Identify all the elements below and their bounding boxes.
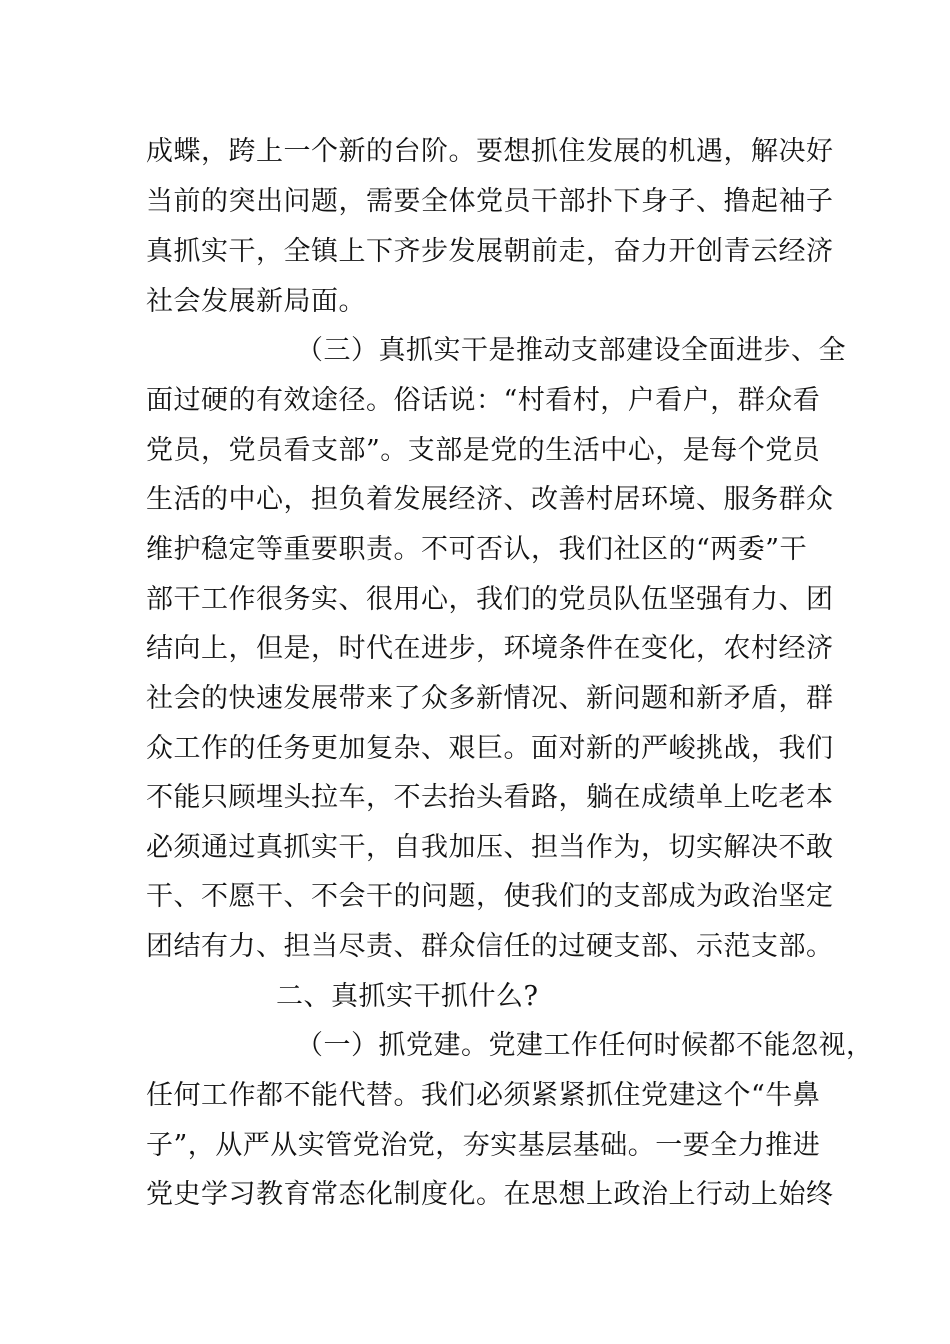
text-line: 真抓实干，全镇上下齐步发展朝前走，奋力开创青云经济 [146,236,834,267]
text-line: 众工作的任务更加复杂、艰巨。面对新的严峻挑战，我们 [146,733,834,764]
text-line: 任何工作都不能代替。我们必须紧紧抓住党建这个“牛鼻 [146,1080,821,1111]
text-line: 不能只顾埋头拉车，不去抬头看路，躺在成绩单上吃老本 [146,782,834,813]
section-heading: （一）抓党建。党建工作任何时候都不能忽视， [296,1030,874,1061]
text-line: 必须通过真抓实干，自我加压、担当作为，切实解决不敢 [146,832,834,863]
chapter-heading: 二、真抓实干抓什么? [276,981,539,1012]
text-line: 子”，从严从实管党治党，夯实基层基础。一要全力推进 [146,1130,821,1161]
text-line: 党史学习教育常态化制度化。在思想上政治上行动上始终 [146,1179,834,1210]
text-line: 当前的突出问题，需要全体党员干部扑下身子、撸起袖子 [146,186,834,217]
text-line: 团结有力、担当尽责、群众信任的过硬支部、示范支部。 [146,931,834,962]
text-line: 社会发展新局面。 [146,286,366,317]
text-line: 结向上，但是，时代在进步，环境条件在变化，农村经济 [146,633,834,664]
text-line: 干、不愿干、不会干的问题，使我们的支部成为政治坚定 [146,881,834,912]
text-line: 党员，党员看支部”。支部是党的生活中心，是每个党员 [146,435,821,466]
text-line: 生活的中心，担负着发展经济、改善村居环境、服务群众 [146,484,834,515]
section-heading: （三）真抓实干是推动支部建设全面进步、全 [296,335,846,366]
text-line: 维护稳定等重要职责。不可否认，我们社区的“两委”干 [146,534,808,565]
text-line: 社会的快速发展带来了众多新情况、新问题和新矛盾，群 [146,683,834,714]
text-line: 面过硬的有效途径。俗话说：“村看村，户看户，群众看 [146,385,821,416]
text-line: 部干工作很务实、很用心，我们的党员队伍坚强有力、团 [146,584,834,615]
text-line: 成蝶，跨上一个新的台阶。要想抓住发展的机遇，解决好 [146,136,834,167]
